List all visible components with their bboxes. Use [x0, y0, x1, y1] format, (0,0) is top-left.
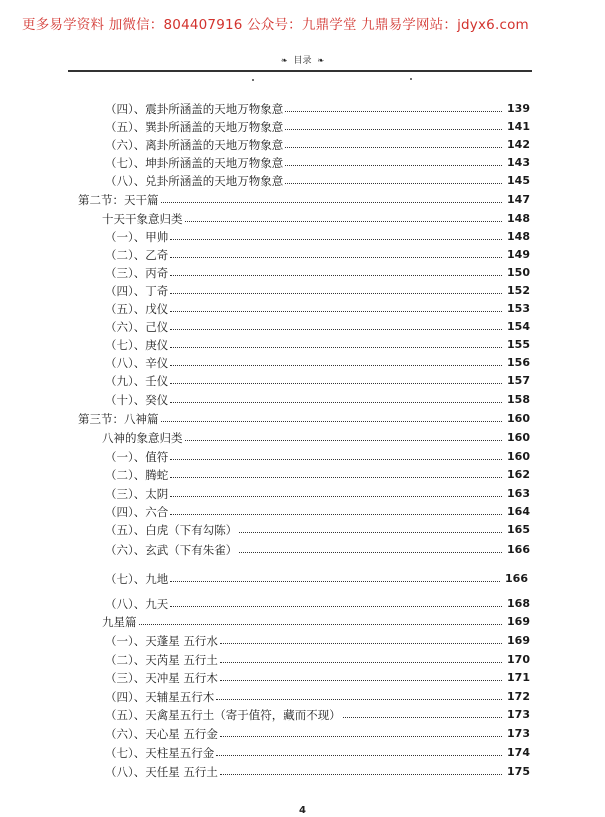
toc-entry-title: （一）、值符 — [105, 450, 169, 464]
toc-entry-title: （五）、巽卦所涵盖的天地万物象意 — [105, 120, 284, 134]
toc-entry-page: 175 — [507, 765, 530, 778]
toc-entry-title: （六）、玄武（下有朱雀） — [105, 543, 238, 557]
toc-entry-page: 160 — [507, 412, 530, 425]
toc-entry-page: 153 — [507, 302, 530, 315]
toc-entry-page: 154 — [507, 320, 530, 333]
dot-leader — [239, 552, 502, 553]
toc-entry — [105, 319, 530, 334]
dot-leader — [170, 383, 502, 384]
watermark-banner: 更多易学资料 加微信：804407916 公众号：九鼎学堂 九鼎易学网站：jdyx6.com — [22, 17, 529, 33]
dot-leader — [220, 643, 502, 644]
toc-entry — [105, 689, 530, 704]
toc-entry — [78, 411, 530, 426]
toc-entry-page: 160 — [507, 450, 530, 463]
toc-entry — [105, 119, 530, 134]
toc-entry — [105, 764, 530, 779]
dot-leader — [170, 606, 502, 607]
toc-entry-page: 165 — [507, 523, 530, 536]
toc-entry-title: （二）、腾蛇 — [105, 468, 169, 482]
toc-entry-title: （四）、天辅星五行木 — [105, 690, 215, 704]
speck — [252, 79, 254, 81]
toc-entry-title: （九）、壬仪 — [105, 374, 169, 388]
dot-leader — [220, 662, 502, 663]
dot-leader — [220, 680, 502, 681]
ornament-right-icon: ❧ — [317, 56, 325, 65]
toc-entry-page: 150 — [507, 266, 530, 279]
toc-entry-title: （五）、戊仪 — [105, 302, 169, 316]
toc-entry — [105, 301, 530, 316]
toc-entry-page: 148 — [507, 212, 530, 225]
toc-entry-page: 164 — [507, 505, 530, 518]
dot-leader — [216, 699, 502, 700]
dot-leader — [170, 496, 502, 497]
toc-entry-title: （二）、乙奇 — [105, 248, 169, 262]
toc-entry — [105, 504, 530, 519]
toc-entry-title: （十）、癸仪 — [105, 393, 169, 407]
dot-leader — [170, 459, 502, 460]
toc-entry — [105, 522, 530, 537]
toc-entry-title: （七）、坤卦所涵盖的天地万物象意 — [105, 156, 284, 170]
dot-leader — [170, 581, 500, 582]
dot-leader — [139, 624, 503, 625]
toc-entry-page: 166 — [507, 543, 530, 556]
toc-entry — [105, 542, 530, 557]
toc-entry-title: （八）、九天 — [105, 597, 169, 611]
toc-entry — [78, 192, 530, 207]
toc-entry-page: 139 — [507, 102, 530, 115]
toc-entry — [105, 745, 530, 760]
toc-entry — [105, 486, 530, 501]
toc-entry-page: 145 — [507, 174, 530, 187]
toc-entry — [102, 430, 530, 445]
toc-entry-page: 172 — [507, 690, 530, 703]
toc-entry-page: 160 — [507, 431, 530, 444]
toc-entry — [105, 101, 530, 116]
page-title: 目录 — [293, 56, 312, 66]
toc-entry — [105, 173, 530, 188]
toc-entry-page: 162 — [507, 468, 530, 481]
dot-leader — [170, 293, 502, 294]
toc-entry — [105, 247, 530, 262]
toc-entry-page: 157 — [507, 374, 530, 387]
toc-entry-page: 158 — [507, 393, 530, 406]
toc-entry — [105, 337, 530, 352]
toc-entry-title: 八神的象意归类 — [102, 431, 183, 445]
dot-leader — [285, 183, 502, 184]
toc-entry-page: 163 — [507, 487, 530, 500]
toc-entry-title: （一）、甲帅 — [105, 230, 169, 244]
toc-entry-title: （七）、庚仪 — [105, 338, 169, 352]
dot-leader — [285, 111, 502, 112]
toc-entry-title: （八）、辛仪 — [105, 356, 169, 370]
toc-entry-page: 166 — [505, 572, 528, 585]
toc-entry-title: （八）、天任星 五行土 — [105, 765, 218, 779]
toc-entry — [105, 229, 530, 244]
toc-entry-page: 149 — [507, 248, 530, 261]
toc-entry — [105, 726, 530, 741]
toc-entry-title: （四）、丁奇 — [105, 284, 169, 298]
dot-leader — [161, 421, 503, 422]
toc-entry-title: （三）、丙奇 — [105, 266, 169, 280]
dot-leader — [170, 275, 502, 276]
toc-entry — [105, 467, 530, 482]
page-header — [0, 53, 605, 66]
toc-entry-page: 155 — [507, 338, 530, 351]
dot-leader — [170, 329, 502, 330]
toc-entry-page: 173 — [507, 727, 530, 740]
toc-entry-title: 九星篇 — [102, 615, 137, 629]
toc-entry-title: （二）、天芮星 五行土 — [105, 653, 218, 667]
toc-entry-title: （五）、白虎（下有勾陈） — [105, 523, 238, 537]
dot-leader — [285, 147, 502, 148]
page-number: 4 — [299, 805, 306, 816]
toc-entry-page: 147 — [507, 193, 530, 206]
speck — [410, 78, 412, 80]
dot-leader — [285, 129, 502, 130]
dot-leader — [161, 202, 503, 203]
toc-entry-page: 148 — [507, 230, 530, 243]
dot-leader — [170, 347, 502, 348]
dot-leader — [220, 774, 502, 775]
toc-entry — [105, 633, 530, 648]
header-rule — [68, 70, 532, 72]
dot-leader — [170, 514, 502, 515]
toc-entry-title: （七）、天柱星五行金 — [105, 746, 215, 760]
dot-leader — [343, 717, 502, 718]
toc-entry — [102, 614, 530, 629]
dot-leader — [170, 402, 502, 403]
toc-entry-title: （三）、太阴 — [105, 487, 169, 501]
toc-entry — [105, 652, 530, 667]
toc-entry-page: 141 — [507, 120, 530, 133]
dot-leader — [185, 440, 503, 441]
toc-entry-page: 152 — [507, 284, 530, 297]
toc-entry-page: 173 — [507, 708, 530, 721]
toc-entry — [105, 707, 530, 722]
toc-entry — [105, 670, 530, 685]
toc-entry-title: 十天干象意归类 — [102, 212, 183, 226]
dot-leader — [170, 311, 502, 312]
dot-leader — [170, 365, 502, 366]
toc-entry — [105, 373, 530, 388]
toc-entry-page: 143 — [507, 156, 530, 169]
ornament-left-icon: ❧ — [280, 56, 288, 65]
toc-entry — [105, 283, 530, 298]
toc-entry — [105, 449, 530, 464]
dot-leader — [285, 165, 502, 166]
toc-entry — [105, 137, 530, 152]
dot-leader — [239, 532, 502, 533]
toc-entry — [105, 265, 530, 280]
toc-entry-page: 174 — [507, 746, 530, 759]
dot-leader — [220, 736, 502, 737]
toc-entry — [105, 571, 528, 586]
toc-entry-title: （六）、天心星 五行金 — [105, 727, 218, 741]
toc-entry-title: 第二节：天干篇 — [78, 193, 159, 207]
dot-leader — [185, 221, 503, 222]
toc-entry — [105, 355, 530, 370]
toc-entry-page: 169 — [507, 615, 530, 628]
toc-entry-title: （四）、震卦所涵盖的天地万物象意 — [105, 102, 284, 116]
toc-entry-page: 170 — [507, 653, 530, 666]
toc-entry-title: （四）、六合 — [105, 505, 169, 519]
toc-entry — [105, 155, 530, 170]
toc-entry-page: 142 — [507, 138, 530, 151]
toc-entry — [105, 596, 530, 611]
toc-entry-title: （八）、兑卦所涵盖的天地万物象意 — [105, 174, 284, 188]
toc-entry-page: 156 — [507, 356, 530, 369]
toc-entry-title: （七）、九地 — [105, 572, 169, 586]
toc-entry-page: 171 — [507, 671, 530, 684]
toc-entry-title: （一）、天蓬星 五行水 — [105, 634, 218, 648]
dot-leader — [216, 755, 502, 756]
toc-entry — [105, 392, 530, 407]
toc-entry — [102, 211, 530, 226]
dot-leader — [170, 239, 502, 240]
toc-entry-title: 第三节：八神篇 — [78, 412, 159, 426]
dot-leader — [170, 477, 502, 478]
toc-entry-page: 169 — [507, 634, 530, 647]
toc-entry-title: （五）、天禽星五行土（寄于值符，藏而不现） — [105, 708, 341, 722]
toc-entry-title: （六）、离卦所涵盖的天地万物象意 — [105, 138, 284, 152]
toc-entry-title: （六）、己仪 — [105, 320, 169, 334]
toc-entry-page: 168 — [507, 597, 530, 610]
dot-leader — [170, 257, 502, 258]
toc-entry-title: （三）、天冲星 五行木 — [105, 671, 218, 685]
